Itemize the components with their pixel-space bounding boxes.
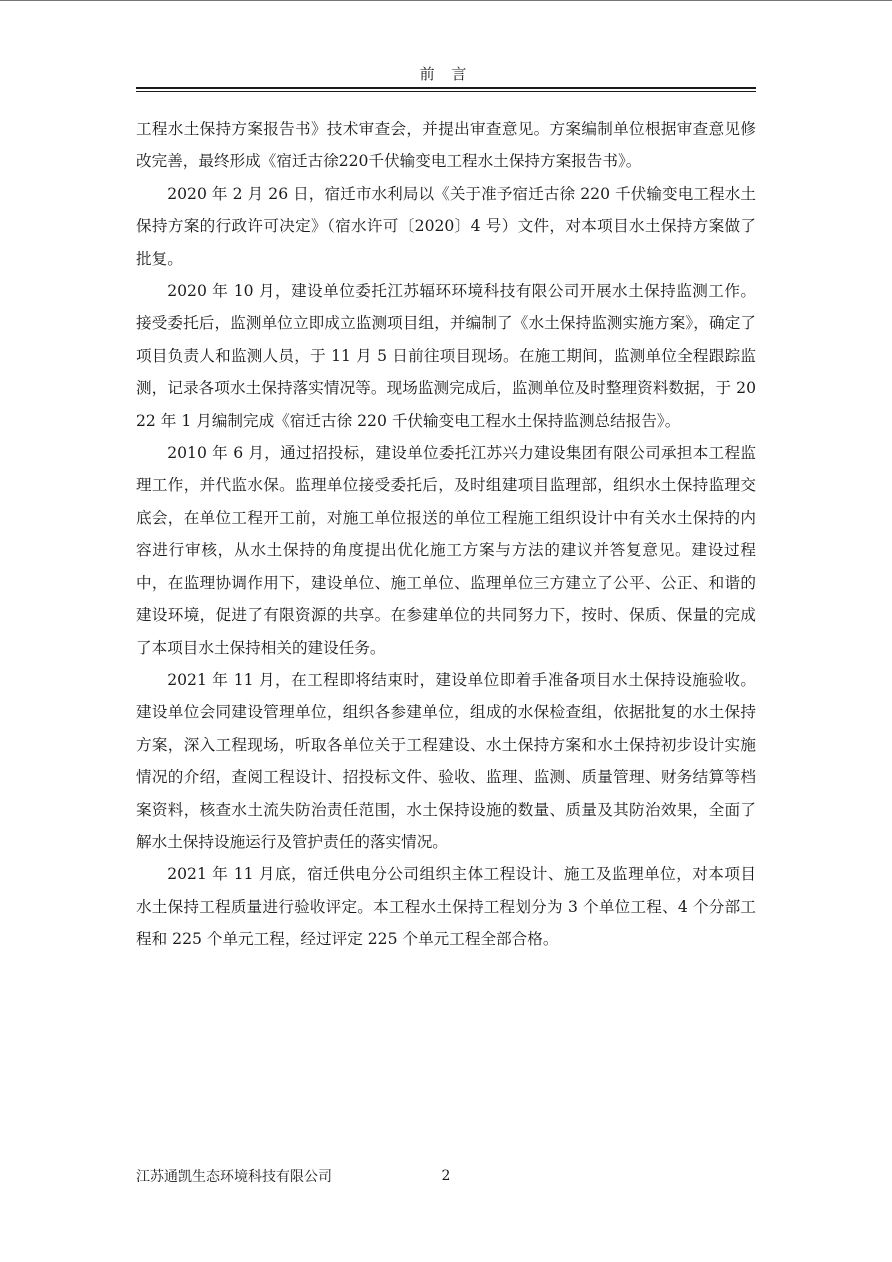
paragraph-acceptance-prep: 2021 年 11 月，在工程即将结束时，建设单位即着手准备项目水土保持设施验收。建设单位会同建设管理单位，组织各参建单位，组成的水保检查组，依据批复的水土保持方案，深入工程现场，听取各单位关于工程建设、水土保持方案和水土保持初步设计实施情况的介绍，查阅工程设计、招投标文件、验收、监理、监测、质量管理、财务结算等档案资料，核查水土流失防治责任范围，水土保持设施的数量、质量及其防治效果，全面了解水土保持设施运行及管护责任的落实情况。	[136, 670, 756, 851]
paragraph-monitoring: 2020 年 10 月，建设单位委托江苏辐环环境科技有限公司开展水土保持监测工作。接受委托后，监测单位立即成立监测项目组，并编制了《水土保持监测实施方案》，确定了项目负责人和监测人员，于 11 月 5 日前往项目现场。在施工期间，监测单位全程跟踪监测，记录各项水土保持落实情况等。现场监测完成后，监测单位及时整理资料数据，于 2022 年 1 月编制完成《宿迁古徐 220 千伏输变电工程水土保持监测总结报告》。	[136, 282, 756, 430]
header-divider-thick	[136, 87, 756, 89]
paragraph-supervision: 2010 年 6 月，通过招投标，建设单位委托江苏兴力建设集团有限公司承担本工程监理工作，并代监水保。监理单位接受委托后，及时组建项目监理部，组织水土保持监理交底会，在单位工程开工前，对施工单位报送的单位工程施工组织设计中有关水土保持的内容进行审核，从水土保持的角度提出优化施工方案与方法的建议并答复意见。建设过程中，在监理协调作用下，建设单位、施工单位、监理单位三方建立了公平、公正、和谐的建设环境，促进了有限资源的共享。在参建单位的共同努力下，按时、保质、保量的完成了本项目水土保持相关的建设任务。	[136, 444, 756, 657]
header-divider-thin	[136, 91, 756, 92]
paragraph-approval: 2020 年 2 月 26 日，宿迁市水利局以《关于准予宿迁古徐 220 千伏输变电工程水土保持方案的行政许可决定》（宿水许可〔2020〕4 号）文件，对本项目水土保持方案做了批复。	[136, 184, 756, 268]
paragraph-continuation: 工程水土保持方案报告书》技术审查会，并提出审查意见。方案编制单位根据审查意见修改完善，最终形成《宿迁古徐220千伏输变电工程水土保持方案报告书》。	[136, 120, 756, 171]
footer-page-number: 2	[441, 1168, 451, 1184]
footer-company-name: 江苏通凯生态环境科技有限公司	[136, 1169, 332, 1185]
page-top-border	[0, 0, 892, 1]
paragraph-quality-evaluation: 2021 年 11 月底，宿迁供电分公司组织主体工程设计、施工及监理单位，对本项目水土保持工程质量进行验收评定。本工程水土保持工程划分为 3 个单位工程、4 个分部工程和 225 个单元工程，经过评定 225 个单元工程全部合格。	[136, 865, 756, 949]
document-body	[136, 113, 756, 956]
page-header-title: 前 言	[419, 65, 473, 83]
